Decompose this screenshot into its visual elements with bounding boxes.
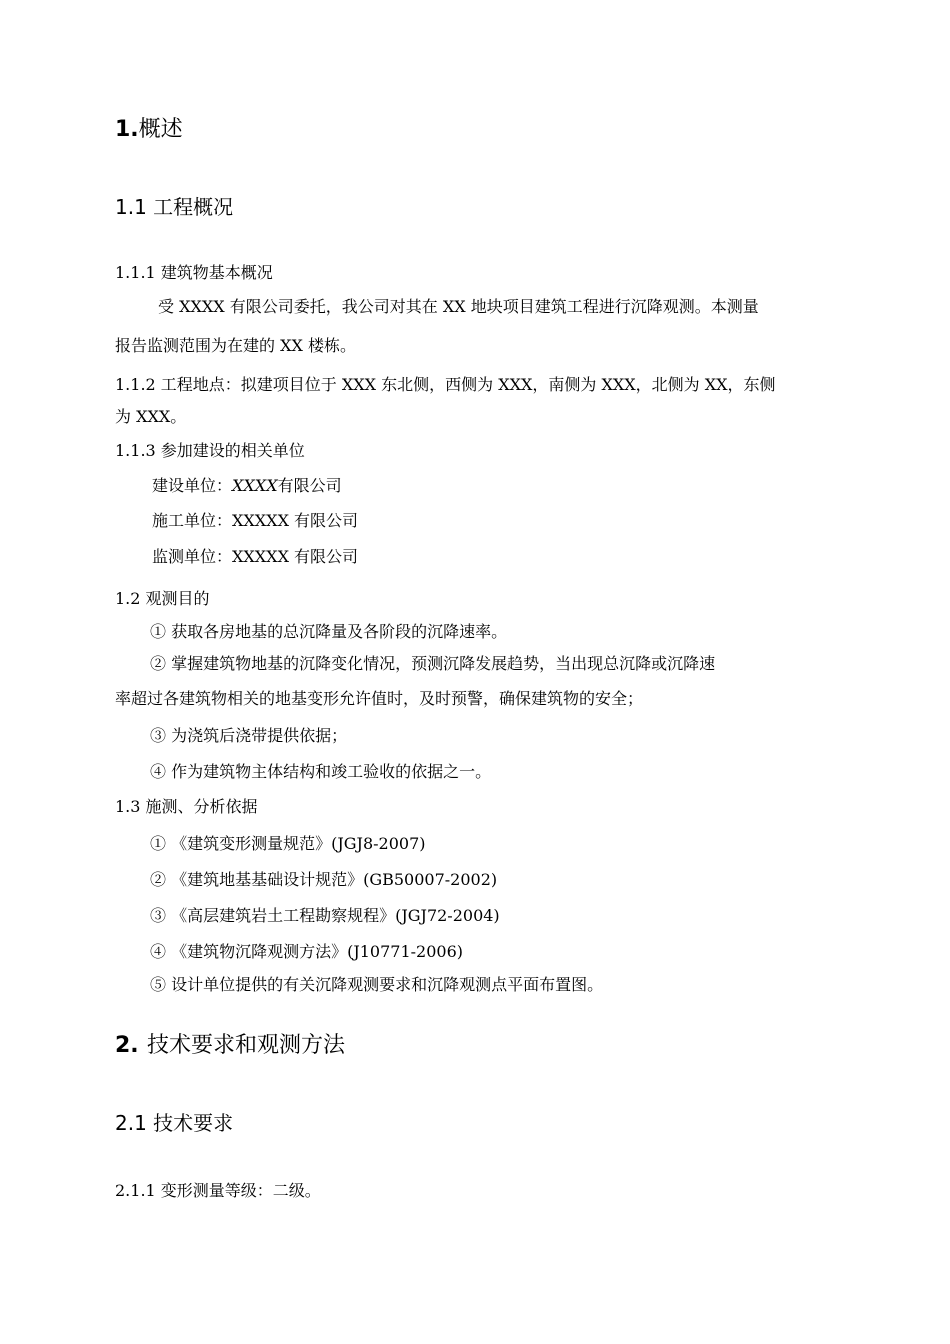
goal-item-4: ④ 作为建筑物主体结构和竣工验收的依据之一。 bbox=[150, 762, 492, 781]
reference-item-3: ③ 《高层建筑岩土工程勘察规程》(JGJ72-2004) bbox=[150, 906, 500, 925]
paragraph-location-line-1: 1.1.2 工程地点：拟建项目位于 XXX 东北侧，西侧为 XXX，南侧为 XXX，北侧为 XX，东侧 bbox=[115, 375, 776, 394]
heading-2-1: 2.1 技术要求 bbox=[115, 1111, 234, 1135]
section-1-1-3: 1.1.3 参加建设的相关单位 bbox=[115, 441, 305, 460]
goal-item-2-line-2: 率超过各建筑物相关的地基变形允许值时，及时预警，确保建筑物的安全； bbox=[115, 689, 644, 708]
unit-construction-label: 建设单位： bbox=[152, 476, 233, 495]
unit-construction bbox=[152, 476, 342, 496]
section-1-2: 1.2 观测目的 bbox=[115, 589, 210, 608]
section-1-1-1: 1.1.1 建筑物基本概况 bbox=[115, 263, 273, 282]
goal-item-2-line-1: ② 掌握建筑物地基的沉降变化情况，预测沉降发展趋势，当出现总沉降或沉降速 bbox=[150, 654, 716, 673]
heading-2-title: 技术要求和观测方法 bbox=[147, 1033, 346, 1058]
unit-builder: 施工单位：XXXXX 有限公司 bbox=[152, 511, 359, 530]
paragraph-overview-line-1: 受 XXXX 有限公司委托，我公司对其在 XX 地块项目建筑工程进行沉降观测。本测量 bbox=[158, 297, 759, 316]
reference-item-4: ④ 《建筑物沉降观测方法》(J10771-2006) bbox=[150, 942, 464, 961]
heading-1-title: 概述 bbox=[138, 117, 183, 142]
goal-item-3: ③ 为浇筑后浇带提供依据； bbox=[150, 726, 348, 745]
section-1-3: 1.3 施测、分析依据 bbox=[115, 797, 258, 816]
heading-1 bbox=[115, 116, 183, 144]
unit-monitor: 监测单位：XXXXX 有限公司 bbox=[152, 547, 359, 566]
heading-2 bbox=[115, 1032, 345, 1060]
section-2-1-1: 2.1.1 变形测量等级：二级。 bbox=[115, 1181, 321, 1200]
heading-1-number: 1. bbox=[115, 117, 139, 142]
unit-construction-name: XXXX bbox=[232, 476, 278, 495]
reference-item-5: ⑤ 设计单位提供的有关沉降观测要求和沉降观测点平面布置图。 bbox=[150, 975, 604, 994]
reference-item-2: ② 《建筑地基基础设计规范》(GB50007-2002) bbox=[150, 870, 498, 889]
goal-item-1: ① 获取各房地基的总沉降量及各阶段的沉降速率。 bbox=[150, 622, 508, 641]
reference-item-1: ① 《建筑变形测量规范》(JGJ8-2007) bbox=[150, 834, 426, 853]
unit-construction-suffix: 有限公司 bbox=[277, 476, 342, 495]
heading-1-1: 1.1 工程概况 bbox=[115, 195, 234, 219]
paragraph-location-line-2: 为 XXX。 bbox=[115, 407, 187, 426]
heading-2-number: 2. bbox=[115, 1033, 139, 1058]
paragraph-overview-line-2: 报告监测范围为在建的 XX 楼栋。 bbox=[115, 336, 356, 355]
